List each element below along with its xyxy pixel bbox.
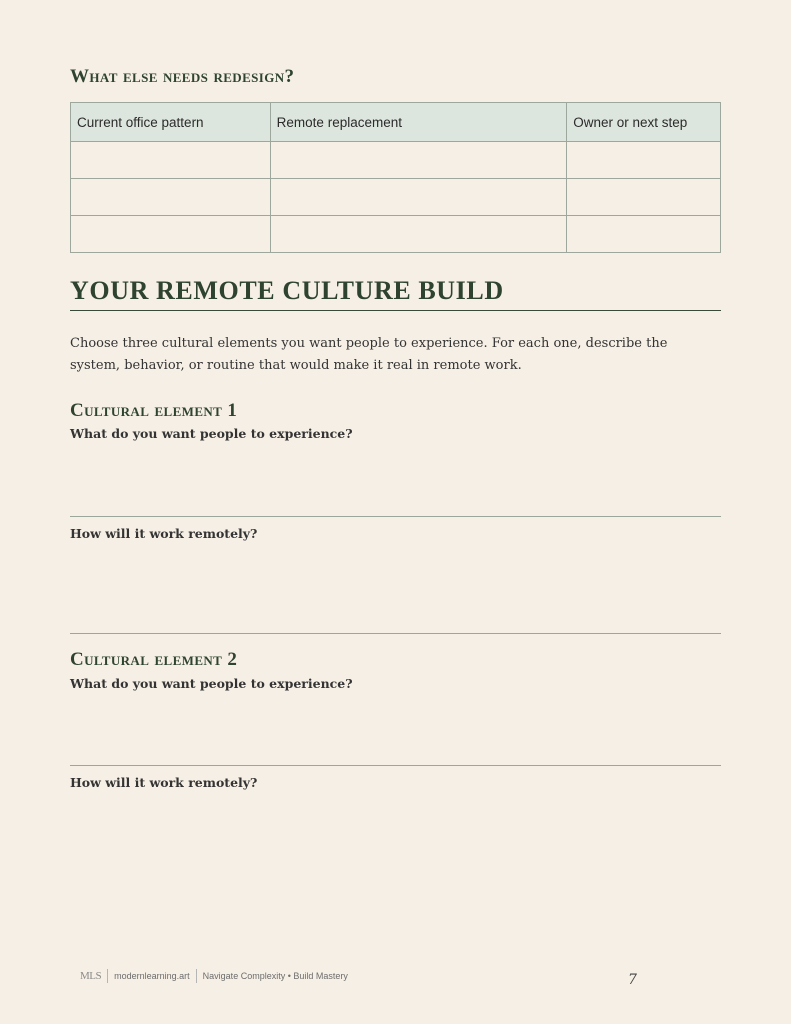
footer-site: modernlearning.art	[114, 971, 190, 981]
table-cell[interactable]	[270, 142, 567, 179]
table-cell[interactable]	[567, 142, 721, 179]
element-2-experience-answer-line[interactable]	[70, 765, 721, 766]
table-row	[71, 142, 721, 179]
footer-tagline: Navigate Complexity • Build Mastery	[202, 971, 348, 981]
element-1-experience-answer-line[interactable]	[70, 516, 721, 517]
column-header-current-pattern: Current office pattern	[71, 103, 271, 142]
table-row	[71, 179, 721, 216]
table-cell[interactable]	[71, 142, 271, 179]
intro-paragraph: Choose three cultural elements you want people to experience. For each one, describe the system, behavior, or routine that would make it real in remote work.	[70, 336, 668, 373]
table-cell[interactable]	[270, 216, 567, 253]
element-1-heading: Cultural element 1	[70, 400, 238, 421]
table-row	[71, 216, 721, 253]
element-2-experience-prompt: What do you want people to experience?	[70, 676, 353, 691]
section-heading-redesign: What else needs redesign?	[70, 66, 295, 87]
mls-logo: MLS	[80, 970, 102, 982]
table-header-row	[71, 103, 721, 142]
footer-divider	[107, 969, 108, 983]
page-number: 7	[628, 972, 637, 988]
element-1-experience-prompt: What do you want people to experience?	[70, 426, 353, 441]
table-cell[interactable]	[71, 216, 271, 253]
element-2-remote-prompt: How will it work remotely?	[70, 775, 258, 790]
section-title-culture-build: YOUR REMOTE CULTURE BUILD	[70, 276, 721, 311]
element-2-heading: Cultural element 2	[70, 649, 238, 670]
column-header-remote-replacement: Remote replacement	[270, 103, 567, 142]
table-cell[interactable]	[567, 216, 721, 253]
table-cell[interactable]	[567, 179, 721, 216]
redesign-table	[70, 102, 721, 253]
table-cell[interactable]	[71, 179, 271, 216]
page-footer	[80, 969, 348, 983]
footer-divider	[196, 969, 197, 983]
column-header-owner: Owner or next step	[567, 103, 721, 142]
table-cell[interactable]	[270, 179, 567, 216]
element-1-remote-prompt: How will it work remotely?	[70, 526, 258, 541]
element-1-remote-answer-line[interactable]	[70, 633, 721, 634]
